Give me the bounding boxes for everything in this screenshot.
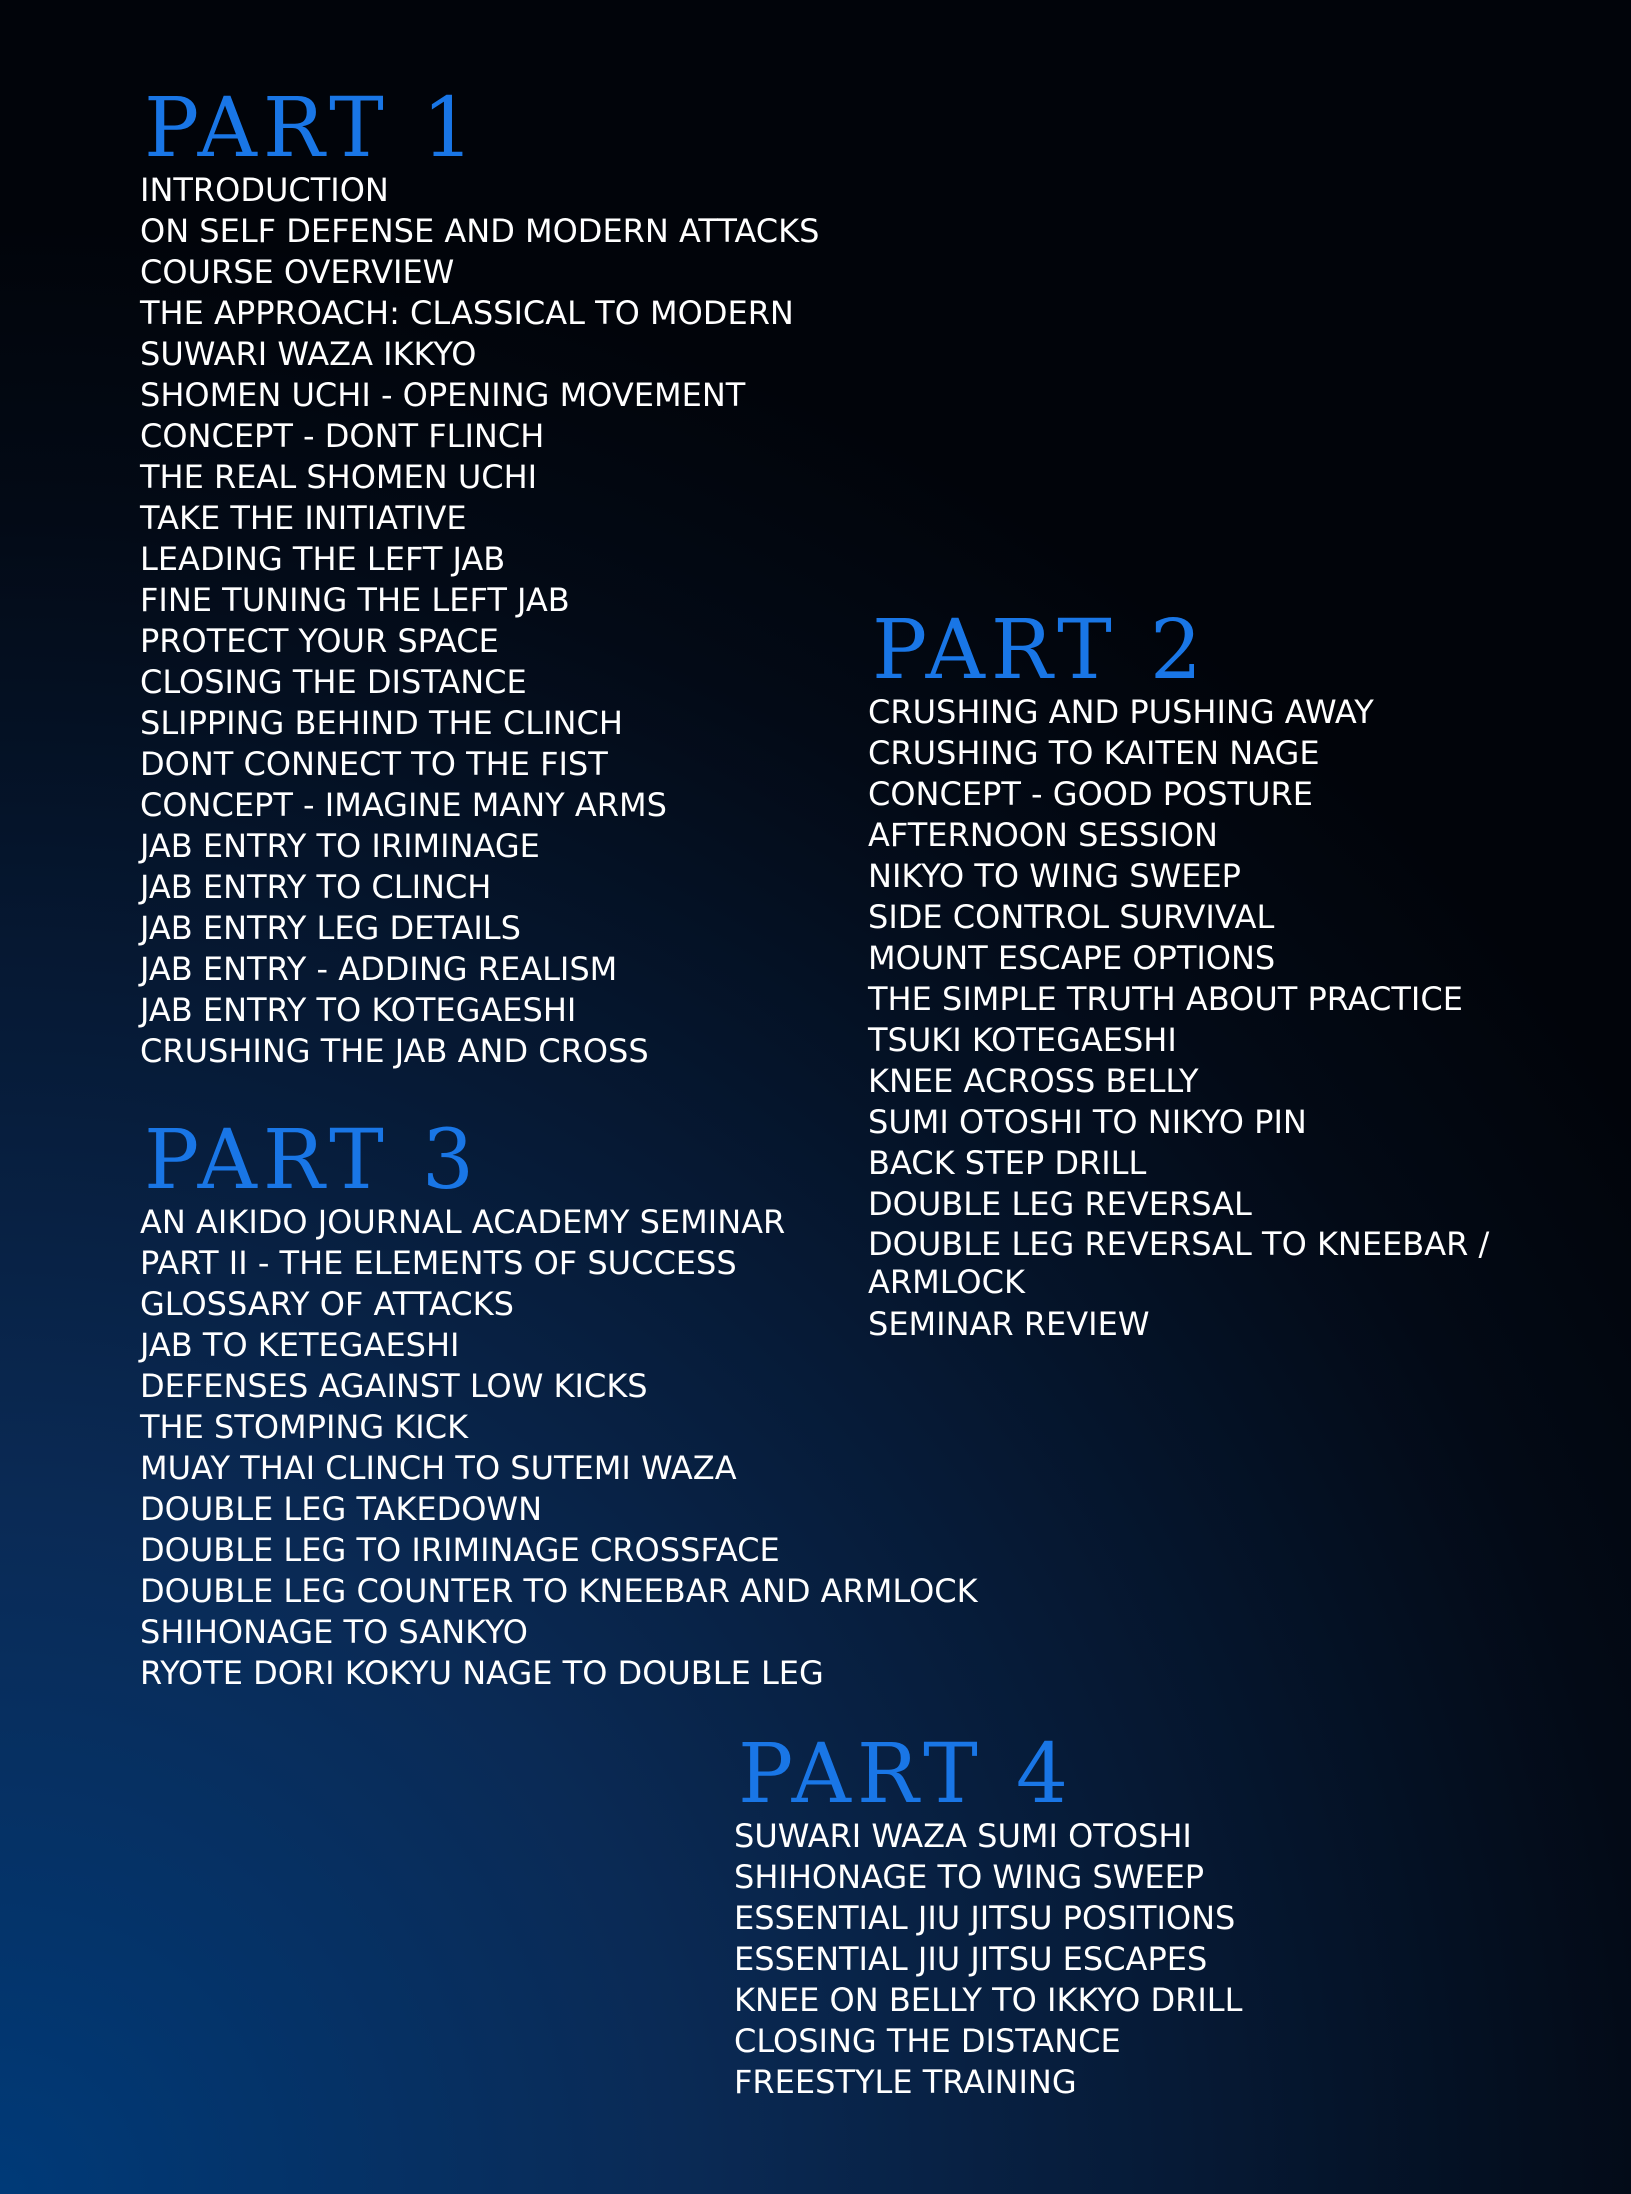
list-item: ESSENTIAL JIU JITSU ESCAPES: [734, 1940, 1208, 1978]
list-item: SIDE CONTROL SURVIVAL: [868, 898, 1275, 936]
list-item: AN AIKIDO JOURNAL ACADEMY SEMINAR: [140, 1203, 786, 1241]
list-item: CONCEPT - DONT FLINCH: [140, 417, 545, 455]
part-4-section: [734, 1727, 1243, 2103]
part-2-title: PART 2: [872, 603, 1209, 698]
list-item: JAB ENTRY TO CLINCH: [140, 868, 492, 906]
list-item: ON SELF DEFENSE AND MODERN ATTACKS: [140, 212, 820, 250]
list-item: DOUBLE LEG COUNTER TO KNEEBAR AND ARMLOCK: [140, 1572, 978, 1610]
list-item: DONT CONNECT TO THE FIST: [140, 745, 608, 783]
list-item: SUWARI WAZA SUMI OTOSHI: [734, 1817, 1192, 1855]
list-item: FINE TUNING THE LEFT JAB: [140, 581, 570, 619]
list-item: CONCEPT - GOOD POSTURE: [868, 775, 1313, 813]
list-item: KNEE ON BELLY TO IKKYO DRILL: [734, 1981, 1243, 2019]
list-item: DOUBLE LEG TO IRIMINAGE CROSSFACE: [140, 1531, 780, 1569]
list-item: THE APPROACH: CLASSICAL TO MODERN: [140, 294, 794, 332]
list-item: CRUSHING THE JAB AND CROSS: [140, 1032, 649, 1070]
part-4-list: [734, 1816, 1242, 2103]
list-item: ESSENTIAL JIU JITSU POSITIONS: [734, 1899, 1236, 1937]
list-item: BACK STEP DRILL: [868, 1144, 1147, 1182]
part-1-title: PART 1: [144, 81, 481, 176]
list-item: JAB TO KETEGAESHI: [140, 1326, 460, 1364]
list-item: GLOSSARY OF ATTACKS: [140, 1285, 514, 1323]
list-item: CONCEPT - IMAGINE MANY ARMS: [140, 786, 667, 824]
list-item: DOUBLE LEG REVERSAL: [868, 1185, 1252, 1223]
list-item: KNEE ACROSS BELLY: [868, 1062, 1199, 1100]
part-1-list: [140, 170, 819, 1072]
list-item: PROTECT YOUR SPACE: [140, 622, 499, 660]
list-item: TAKE THE INITIATIVE: [140, 499, 467, 537]
list-item: SHIHONAGE TO SANKYO: [140, 1613, 528, 1651]
list-item: NIKYO TO WING SWEEP: [868, 857, 1241, 895]
list-item: PART II - THE ELEMENTS OF SUCCESS: [140, 1244, 737, 1282]
list-item: SHOMEN UCHI - OPENING MOVEMENT: [140, 376, 746, 414]
part-4-title: PART 4: [738, 1727, 1075, 1822]
list-item: CLOSING THE DISTANCE: [140, 663, 527, 701]
list-item: RYOTE DORI KOKYU NAGE TO DOUBLE LEG: [140, 1654, 824, 1692]
list-item: COURSE OVERVIEW: [140, 253, 455, 291]
list-item: SUMI OTOSHI TO NIKYO PIN: [868, 1103, 1307, 1141]
list-item: CLOSING THE DISTANCE: [734, 2022, 1121, 2060]
list-item: THE SIMPLE TRUTH ABOUT PRACTICE: [868, 980, 1463, 1018]
list-item: DEFENSES AGAINST LOW KICKS: [140, 1367, 648, 1405]
list-item: JAB ENTRY TO IRIMINAGE: [140, 827, 540, 865]
list-item: SLIPPING BEHIND THE CLINCH: [140, 704, 623, 742]
list-item: MUAY THAI CLINCH TO SUTEMI WAZA: [140, 1449, 737, 1487]
part-3-title: PART 3: [144, 1113, 481, 1208]
list-item: INTRODUCTION: [140, 171, 389, 209]
list-item: FREESTYLE TRAINING: [734, 2063, 1077, 2101]
list-item: DOUBLE LEG TAKEDOWN: [140, 1490, 542, 1528]
list-item: DOUBLE LEG REVERSAL TO KNEEBAR / ARMLOCK: [868, 1225, 1490, 1301]
list-item: CRUSHING AND PUSHING AWAY: [868, 693, 1374, 731]
list-item: MOUNT ESCAPE OPTIONS: [868, 939, 1276, 977]
list-item: SHIHONAGE TO WING SWEEP: [734, 1858, 1205, 1896]
list-item: JAB ENTRY TO KOTEGAESHI: [140, 991, 577, 1029]
list-item: THE STOMPING KICK: [140, 1408, 469, 1446]
part-1-section: [140, 81, 820, 1072]
list-item: CRUSHING TO KAITEN NAGE: [868, 734, 1320, 772]
list-item: LEADING THE LEFT JAB: [140, 540, 506, 578]
list-item: JAB ENTRY - ADDING REALISM: [140, 950, 618, 988]
list-item: THE REAL SHOMEN UCHI: [140, 458, 538, 496]
list-item: TSUKI KOTEGAESHI: [868, 1021, 1177, 1059]
part-3-list: [140, 1202, 978, 1694]
part-3-section: [140, 1113, 978, 1694]
list-item: SUWARI WAZA IKKYO: [140, 335, 477, 373]
list-item: JAB ENTRY LEG DETAILS: [140, 909, 521, 947]
list-item: AFTERNOON SESSION: [868, 816, 1218, 854]
list-item: SEMINAR REVIEW: [868, 1305, 1150, 1343]
